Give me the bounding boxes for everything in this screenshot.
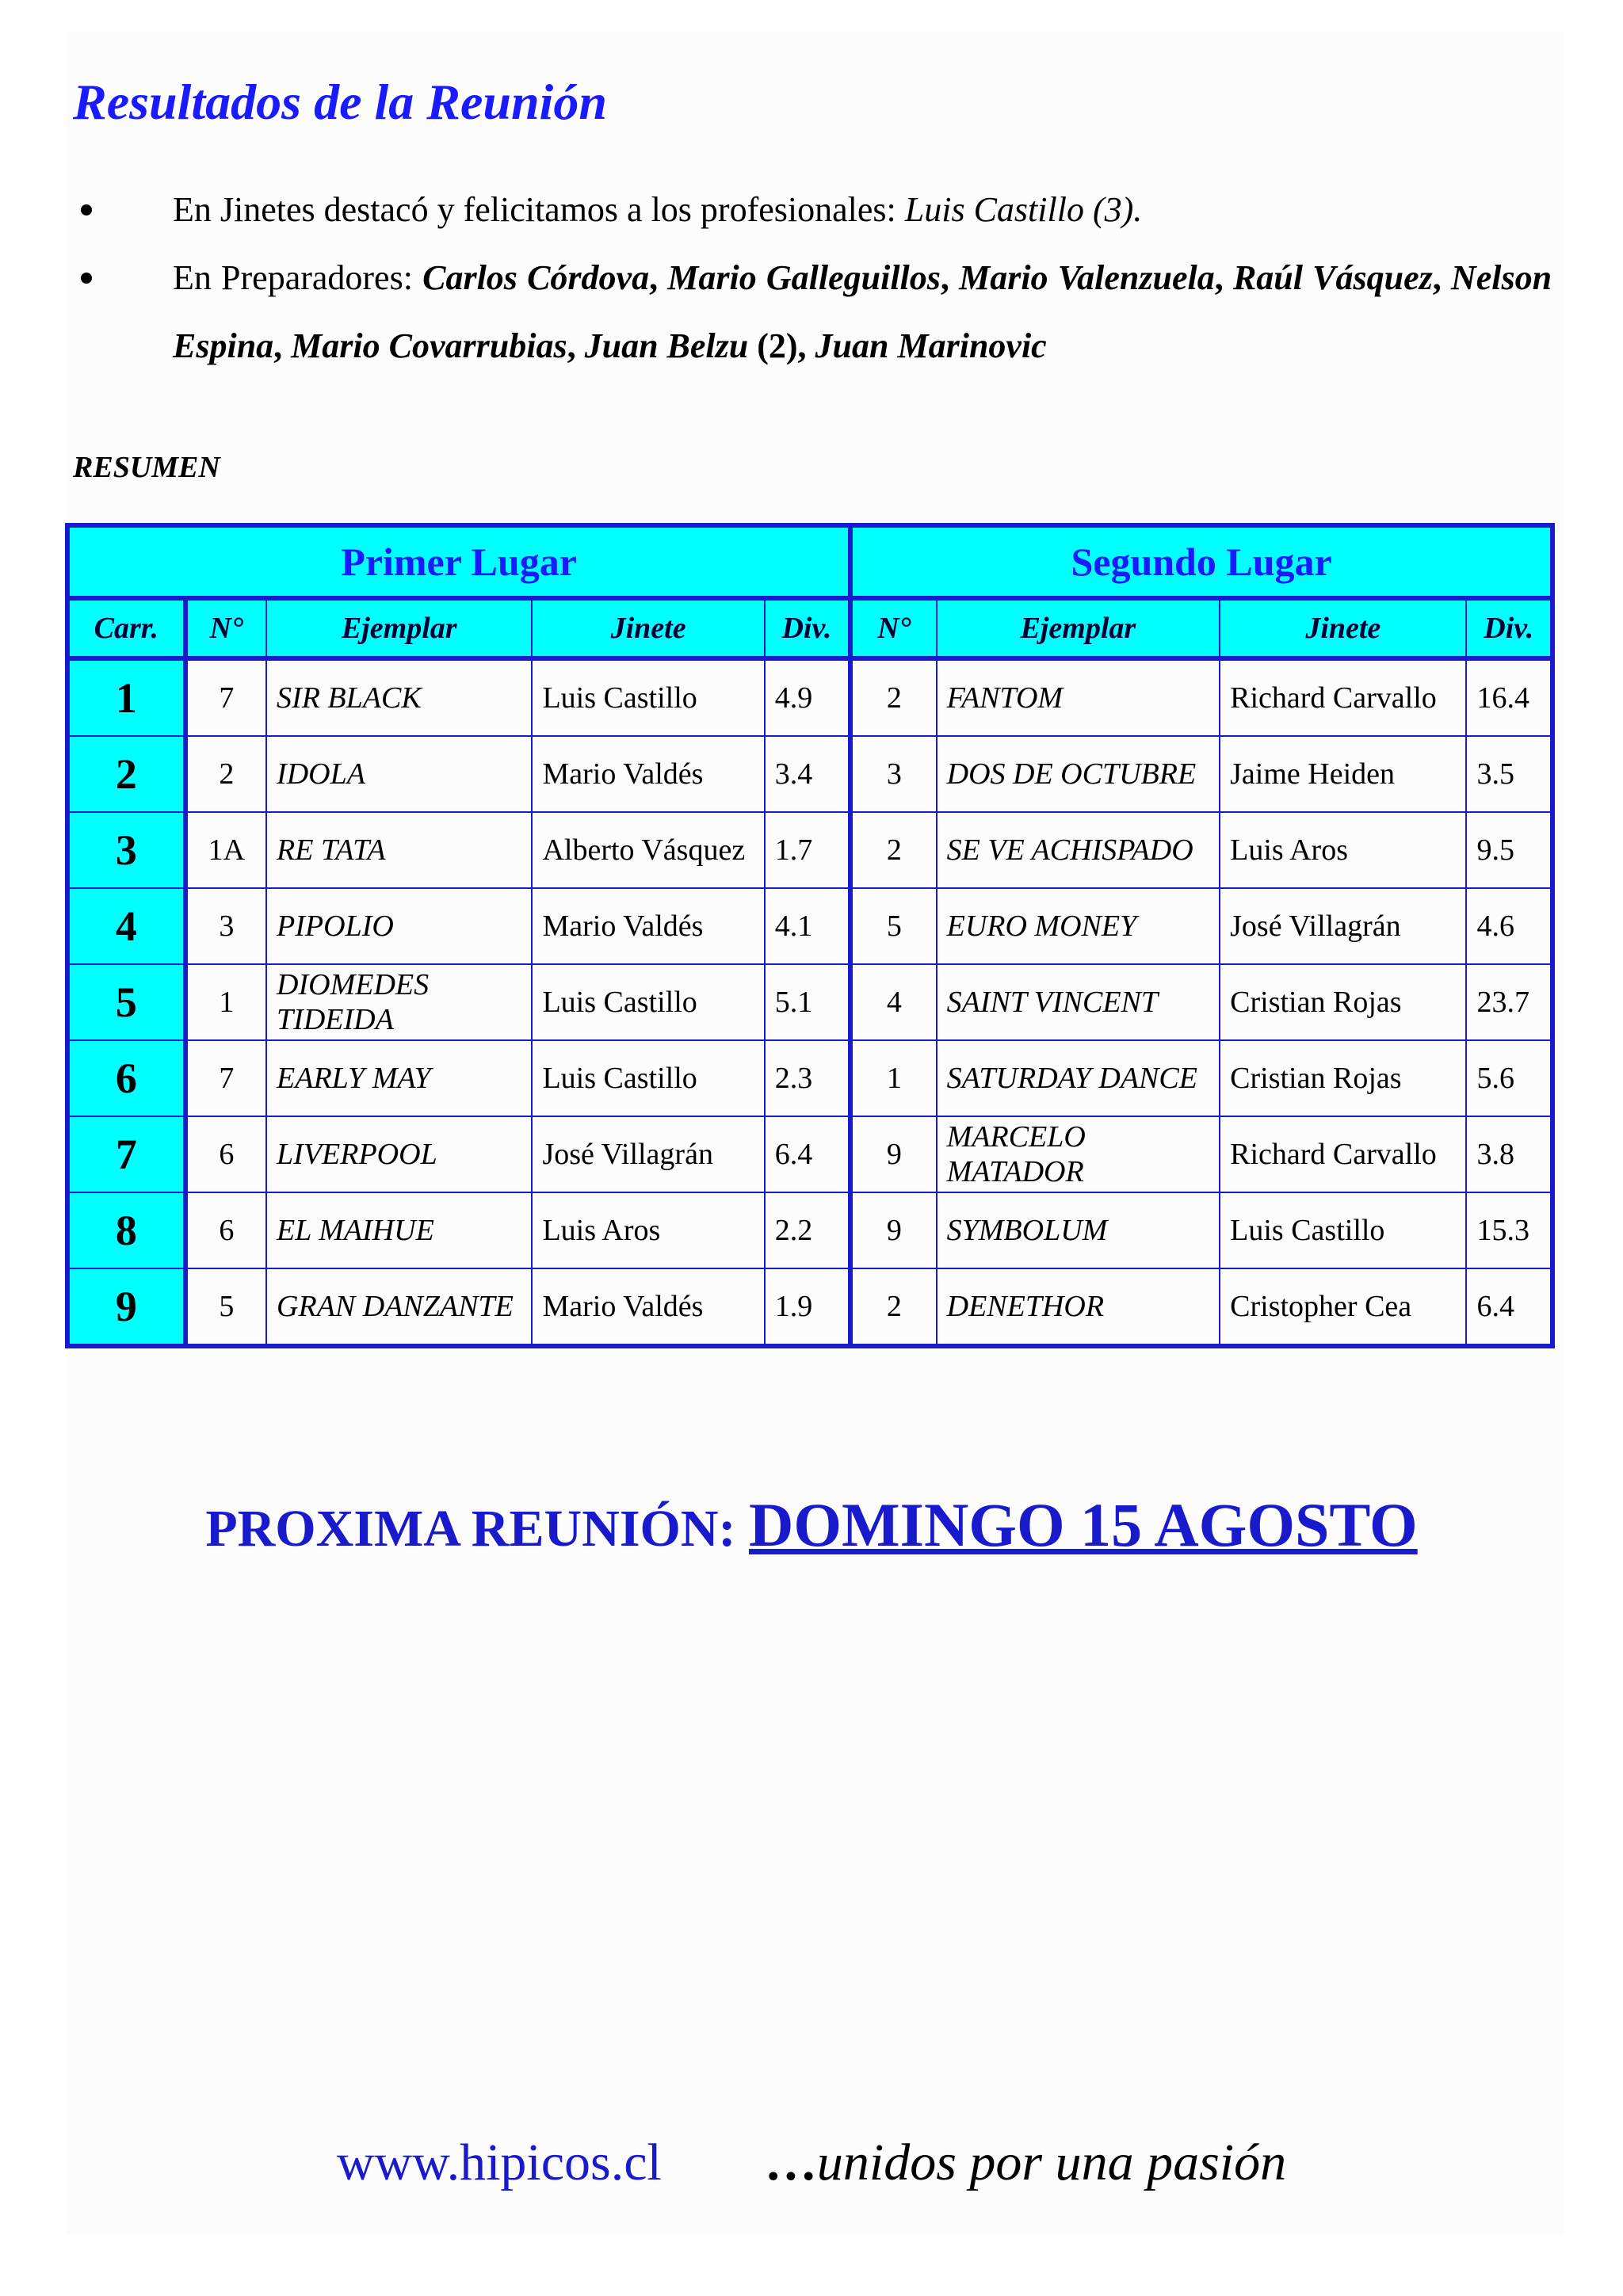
- second-dividend: 4.6: [1466, 888, 1552, 964]
- first-dividend: 1.7: [765, 812, 850, 888]
- second-num: 5: [850, 888, 936, 964]
- first-place-header: Primer Lugar: [67, 525, 850, 598]
- second-jockey: Cristopher Cea: [1220, 1268, 1466, 1346]
- table-column-header: [67, 598, 1552, 658]
- first-dividend: 2.2: [765, 1192, 850, 1268]
- second-num: 1: [850, 1040, 936, 1116]
- first-dividend: 4.1: [765, 888, 850, 964]
- race-number: 4: [67, 888, 185, 964]
- next-meeting: [0, 1489, 1623, 1561]
- table-row: [67, 812, 1552, 888]
- table-row: [67, 1116, 1552, 1192]
- second-horse: SATURDAY DANCE: [937, 1040, 1220, 1116]
- bullet-preparadores: [76, 244, 1552, 380]
- trainer-sep: ,: [1214, 258, 1233, 297]
- second-num: 3: [850, 736, 936, 812]
- second-horse: DENETHOR: [937, 1268, 1220, 1346]
- first-dividend: 4.9: [765, 658, 850, 736]
- trainer-sep: ,: [940, 258, 960, 297]
- table-row: [67, 888, 1552, 964]
- col-jinete: Jinete: [532, 598, 764, 658]
- footer: [0, 2133, 1623, 2193]
- first-dividend: 5.1: [765, 964, 850, 1040]
- first-dividend: 3.4: [765, 736, 850, 812]
- race-number: 1: [67, 658, 185, 736]
- col-num: N°: [185, 598, 266, 658]
- footer-tagline: unidos por una pasión: [816, 2134, 1287, 2191]
- race-number: 7: [67, 1116, 185, 1192]
- trainer-name: Carlos Córdova: [422, 258, 650, 297]
- trainer-name: Juan Belzu: [584, 326, 749, 365]
- second-dividend: 23.7: [1466, 964, 1552, 1040]
- second-horse: MARCELO MATADOR: [937, 1116, 1220, 1192]
- trainer-name: Mario Valenzuela: [959, 258, 1215, 297]
- second-jockey: Richard Carvallo: [1220, 1116, 1466, 1192]
- first-dividend: 1.9: [765, 1268, 850, 1346]
- first-num: 6: [185, 1192, 266, 1268]
- bullet-icon: [81, 273, 92, 284]
- table-row: [67, 1268, 1552, 1346]
- first-horse: SIR BLACK: [266, 658, 532, 736]
- race-number: 2: [67, 736, 185, 812]
- trainer-name: Nelson Espina: [173, 258, 1552, 365]
- second-num: 4: [850, 964, 936, 1040]
- col-div: Div.: [765, 598, 850, 658]
- jinetes-names: Luis Castillo (3).: [904, 190, 1143, 229]
- jinetes-prefix: En Jinetes destacó y felicitamos a los profesionales:: [173, 190, 905, 229]
- first-jockey: Alberto Vásquez: [532, 812, 764, 888]
- second-horse: DOS DE OCTUBRE: [937, 736, 1220, 812]
- trainer-sep: ,: [649, 258, 668, 297]
- table-row: [67, 1040, 1552, 1116]
- first-jockey: Luis Castillo: [532, 658, 764, 736]
- col-jinete: Jinete: [1220, 598, 1466, 658]
- first-horse: IDOLA: [266, 736, 532, 812]
- second-horse: SAINT VINCENT: [937, 964, 1220, 1040]
- first-jockey: José Villagrán: [532, 1116, 764, 1192]
- second-jockey: José Villagrán: [1220, 888, 1466, 964]
- col-carr: Carr.: [67, 598, 185, 658]
- results-table: [65, 523, 1555, 1348]
- second-num: 2: [850, 812, 936, 888]
- page-title: Resultados de la Reunión: [73, 74, 607, 130]
- second-horse: SE VE ACHISPADO: [937, 812, 1220, 888]
- resumen-label: RESUMEN: [73, 451, 220, 484]
- race-number: 9: [67, 1268, 185, 1346]
- trainer-sep: ,: [1432, 258, 1451, 297]
- second-jockey: Jaime Heiden: [1220, 736, 1466, 812]
- first-num: 3: [185, 888, 266, 964]
- second-dividend: 9.5: [1466, 812, 1552, 888]
- first-num: 6: [185, 1116, 266, 1192]
- race-number: 6: [67, 1040, 185, 1116]
- first-jockey: Mario Valdés: [532, 1268, 764, 1346]
- first-dividend: 6.4: [765, 1116, 850, 1192]
- second-num: 9: [850, 1116, 936, 1192]
- second-jockey: Luis Castillo: [1220, 1192, 1466, 1268]
- second-dividend: 3.5: [1466, 736, 1552, 812]
- race-number: 8: [67, 1192, 185, 1268]
- first-jockey: Mario Valdés: [532, 736, 764, 812]
- first-horse: LIVERPOOL: [266, 1116, 532, 1192]
- table-row: [67, 964, 1552, 1040]
- preparadores-text: [173, 244, 1552, 380]
- first-horse: EL MAIHUE: [266, 1192, 532, 1268]
- first-jockey: Luis Aros: [532, 1192, 764, 1268]
- preparadores-prefix: En Preparadores:: [173, 258, 423, 297]
- website-link[interactable]: www.hipicos.cl: [336, 2134, 662, 2191]
- second-jockey: Richard Carvallo: [1220, 658, 1466, 736]
- first-jockey: Mario Valdés: [532, 888, 764, 964]
- table-body: [67, 658, 1552, 1346]
- second-dividend: 15.3: [1466, 1192, 1552, 1268]
- first-dividend: 2.3: [765, 1040, 850, 1116]
- first-horse: DIOMEDES TIDEIDA: [266, 964, 532, 1040]
- first-num: 1A: [185, 812, 266, 888]
- second-num: 2: [850, 1268, 936, 1346]
- first-horse: RE TATA: [266, 812, 532, 888]
- table-row: [67, 1192, 1552, 1268]
- trainer-sep: ,: [273, 326, 292, 365]
- second-dividend: 16.4: [1466, 658, 1552, 736]
- trainer-name: Raúl Vásquez: [1232, 258, 1433, 297]
- table-row: [67, 736, 1552, 812]
- first-horse: EARLY MAY: [266, 1040, 532, 1116]
- next-meeting-label: PROXIMA REUNIÓN:: [205, 1500, 749, 1558]
- trainer-sep: ,: [567, 326, 585, 365]
- footer-ellipsis: …: [764, 2134, 817, 2191]
- first-num: 1: [185, 964, 266, 1040]
- second-jockey: Cristian Rojas: [1220, 964, 1466, 1040]
- col-ejemplar: Ejemplar: [937, 598, 1220, 658]
- first-num: 5: [185, 1268, 266, 1346]
- first-jockey: Luis Castillo: [532, 964, 764, 1040]
- second-jockey: Cristian Rojas: [1220, 1040, 1466, 1116]
- trainer-name: Mario Galleguillos: [667, 258, 941, 297]
- col-ejemplar: Ejemplar: [266, 598, 532, 658]
- bullet-icon: [81, 204, 92, 215]
- race-number: 3: [67, 812, 185, 888]
- second-num: 2: [850, 658, 936, 736]
- second-dividend: 6.4: [1466, 1268, 1552, 1346]
- first-horse: PIPOLIO: [266, 888, 532, 964]
- second-place-header: Segundo Lugar: [850, 525, 1552, 598]
- col-num: N°: [850, 598, 936, 658]
- table-group-header: [67, 525, 1552, 598]
- race-number: 5: [67, 964, 185, 1040]
- second-num: 9: [850, 1192, 936, 1268]
- trainer-name: Juan Marinovic: [815, 326, 1047, 365]
- first-num: 7: [185, 658, 266, 736]
- first-num: 7: [185, 1040, 266, 1116]
- first-num: 2: [185, 736, 266, 812]
- second-dividend: 5.6: [1466, 1040, 1552, 1116]
- jinetes-text: [173, 176, 1552, 244]
- second-jockey: Luis Aros: [1220, 812, 1466, 888]
- first-jockey: Luis Castillo: [532, 1040, 764, 1116]
- trainer-sep: (2),: [748, 326, 815, 365]
- trainer-name: Mario Covarrubias: [291, 326, 567, 365]
- bullet-jinetes: [76, 176, 1552, 244]
- second-dividend: 3.8: [1466, 1116, 1552, 1192]
- table-row: [67, 658, 1552, 736]
- first-horse: GRAN DANZANTE: [266, 1268, 532, 1346]
- second-horse: EURO MONEY: [937, 888, 1220, 964]
- next-meeting-date: DOMINGO 15 AGOSTO: [748, 1490, 1418, 1559]
- second-horse: SYMBOLUM: [937, 1192, 1220, 1268]
- bullet-list: [76, 176, 1552, 380]
- second-horse: FANTOM: [937, 658, 1220, 736]
- col-div: Div.: [1466, 598, 1552, 658]
